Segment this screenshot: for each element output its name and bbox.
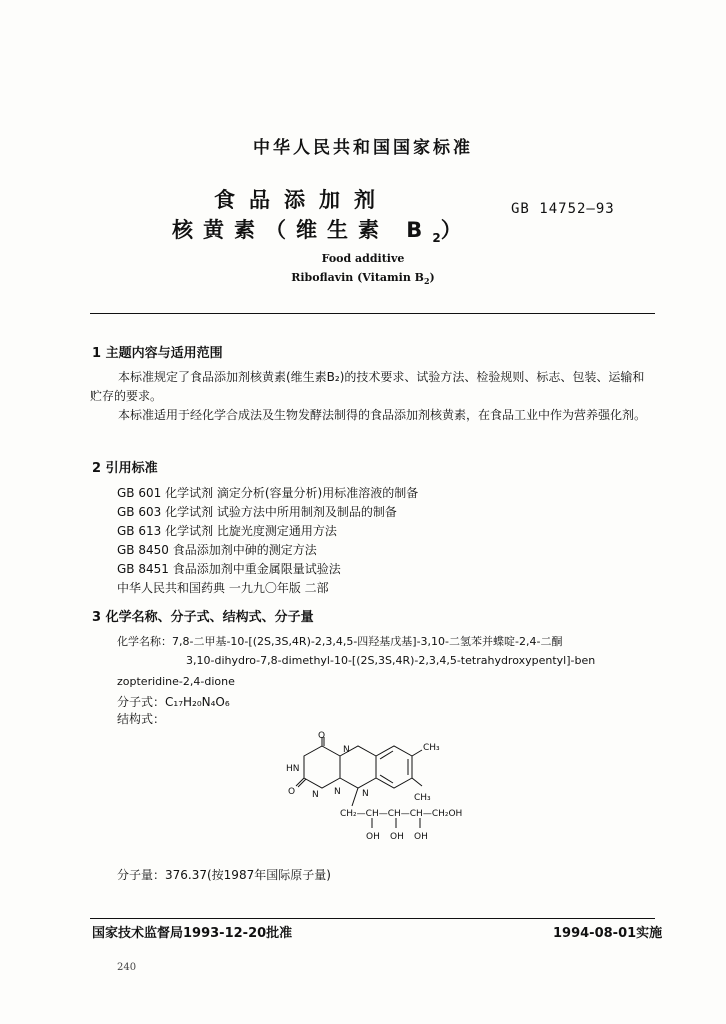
english-title-subscript: 2: [423, 276, 430, 287]
reference-item: GB 603 化学试剂 试验方法中所用制剂及制品的制备: [117, 505, 397, 519]
structure-label: 结构式：: [117, 712, 166, 726]
reference-item: 中华人民共和国药典 一九九〇年版 二部: [117, 581, 329, 595]
structure-atom: N: [312, 790, 319, 800]
title-main: 核黄素（维生素 B: [172, 218, 433, 242]
structure-methyl: CH₃: [414, 793, 431, 803]
title-subscript: 2: [432, 231, 441, 246]
structure-hydroxyl: OH: [414, 832, 428, 842]
standard-number: GB 14752—93: [511, 201, 615, 217]
structure-atom: O: [318, 731, 326, 741]
reference-item: GB 8451 食品添加剂中重金属限量试验法: [117, 562, 341, 576]
document-title-line1: 食品添加剂: [214, 188, 389, 212]
chemical-name-line3: zopteridine-2,4-dione: [117, 675, 235, 688]
national-standard-title: 中华人民共和国国家标准: [253, 138, 473, 158]
english-title-main: Riboflavin (Vitamin B: [291, 271, 424, 284]
structure-atom: N: [362, 789, 369, 799]
document-title-line2: [172, 214, 472, 245]
english-title-line2: [0, 271, 726, 286]
structure-atom: N: [343, 745, 350, 755]
reference-item: GB 613 化学试剂 比旋光度测定通用方法: [117, 524, 337, 538]
approval-date: 国家技术监督局1993-12-20批准: [92, 926, 293, 941]
structure-atom: N: [334, 787, 341, 797]
structure-hydroxyl: OH: [366, 832, 380, 842]
footer-divider: [90, 918, 655, 919]
english-title-line1: Food additive: [321, 252, 405, 265]
section-1-paragraph-2: 本标准适用于经化学合成法及生物发酵法制得的食品添加剂核黄素，在食品工业中作为营养强化剂。: [118, 408, 647, 422]
structure-side-chain: CH₂—CH—CH—CH—CH₂OH: [340, 809, 463, 819]
page-number: 240: [117, 962, 137, 973]
section-1-heading: 1 主题内容与适用范围: [92, 346, 223, 361]
section-2-heading: 2 引用标准: [92, 461, 158, 476]
structure-atom: HN: [286, 764, 300, 774]
reference-item: GB 601 化学试剂 滴定分析(容量分析)用标准溶液的制备: [117, 486, 419, 500]
section-1-paragraph-1: 本标准规定了食品添加剂核黄素(维生素B₂)的技术要求、试验方法、检验规则、标志、包装、运输和贮存的要求。: [90, 370, 645, 403]
implementation-date: 1994-08-01实施: [553, 926, 663, 941]
structure-methyl: CH₃: [423, 743, 440, 753]
section-3-heading: 3 化学名称、分子式、结构式、分子量: [92, 610, 314, 625]
structure-hydroxyl: OH: [390, 832, 404, 842]
title-end: ）: [440, 218, 472, 242]
molecular-weight: 分子量：376.37(按1987年国际原子量): [117, 868, 331, 882]
chemical-name-line1: 化学名称：7,8-二甲基-10-[(2S,3S,4R)-2,3,4,5-四羟基戊基]-3,10-二氢苯并蝶啶-2,4-二酮: [117, 635, 563, 648]
reference-item: GB 8450 食品添加剂中砷的测定方法: [117, 543, 317, 557]
header-divider: [90, 313, 655, 314]
molecular-formula: 分子式：C₁₇H₂₀N₄O₆: [117, 695, 230, 709]
chemical-name-line2: 3,10-dihydro-7,8-dimethyl-10-[(2S,3S,4R)-2,3,4,5-tetrahydroxypentyl]-ben: [186, 654, 596, 667]
riboflavin-structure-diagram: [280, 728, 500, 848]
english-title-end: ): [429, 271, 435, 284]
structure-atom: O: [288, 787, 296, 797]
